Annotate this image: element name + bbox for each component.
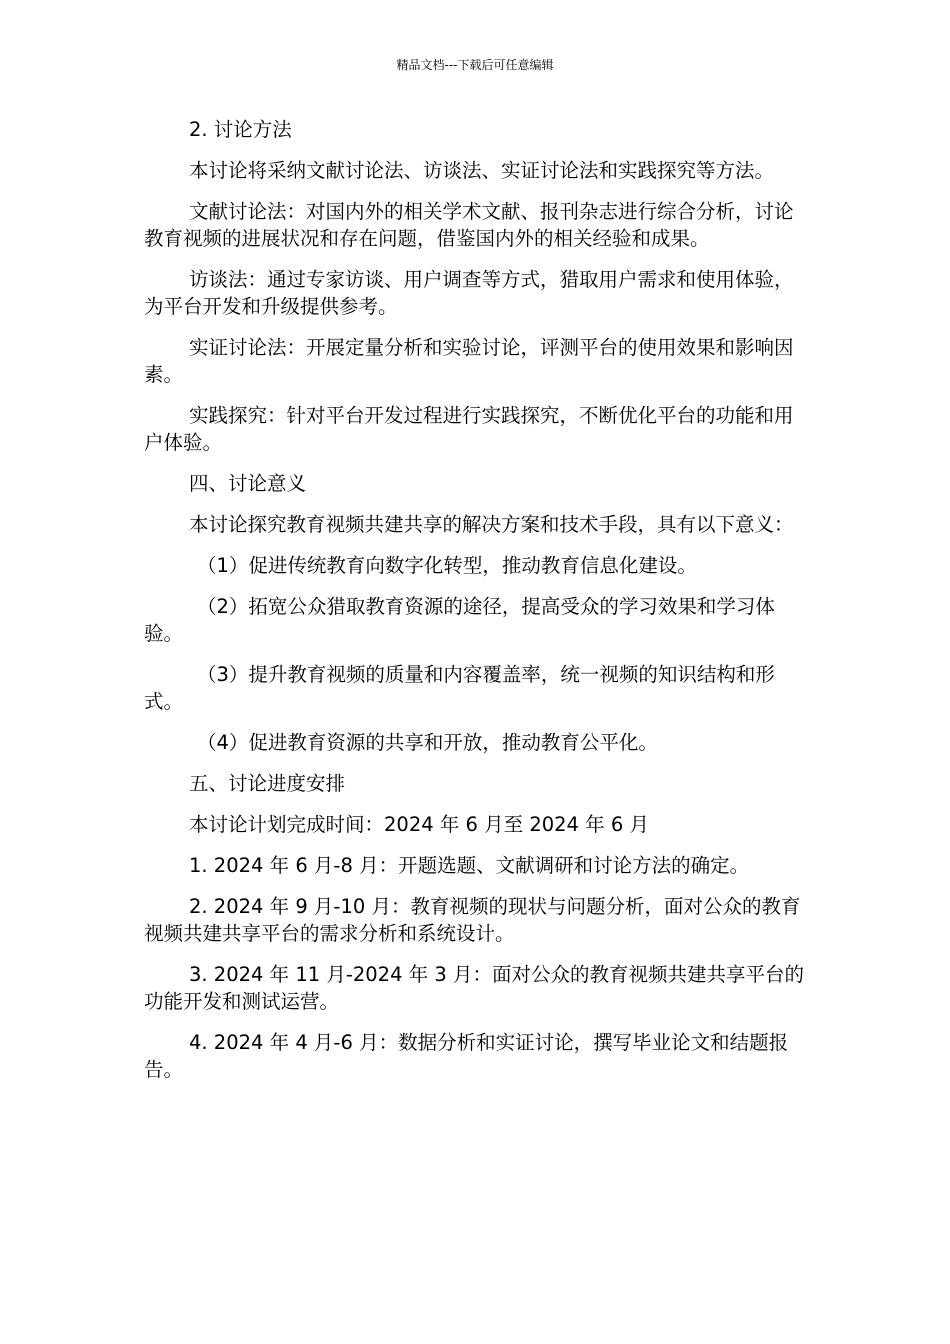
significance-item-3: （3）提升教育视频的质量和内容覆盖率，统一视频的知识结构和形式。	[144, 663, 775, 713]
section-heading-methods: 2. 讨论方法	[189, 118, 292, 141]
significance-item-2: （2）拓宽公众猎取教育资源的途径，提高受众的学习效果和学习体验。	[144, 595, 775, 645]
empirical-method-paragraph: 实证讨论法：开展定量分析和实验讨论，评测平台的使用效果和影响因素。	[144, 336, 794, 386]
section-heading-schedule: 五、讨论进度安排	[189, 772, 346, 795]
schedule-item-2: 2. 2024 年 9 月-10 月：教育视频的现状与问题分析，面对公众的教育视频共建共享平台的需求分析和系统设计。	[144, 895, 801, 945]
interview-method-paragraph: 访谈法：通过专家访谈、用户调查等方式，猎取用户需求和使用体验，为平台开发和升级提供参考。	[144, 268, 794, 318]
schedule-intro-paragraph: 本讨论计划完成时间：2024 年 6 月至 2024 年 6 月	[189, 813, 649, 836]
section-heading-significance: 四、讨论意义	[189, 472, 307, 495]
page-header: 精品文档---下载后可任意编辑	[396, 58, 554, 72]
significance-intro-paragraph: 本讨论探究教育视频共建共享的解决方案和技术手段，具有以下意义：	[189, 513, 794, 536]
schedule-item-1: 1. 2024 年 6 月-8 月：开题选题、文献调研和讨论方法的确定。	[189, 854, 750, 877]
schedule-item-4: 4. 2024 年 4 月-6 月：数据分析和实证讨论，撰写毕业论文和结题报告。	[144, 1031, 789, 1081]
schedule-item-3: 3. 2024 年 11 月-2024 年 3 月：面对公众的教育视频共建共享平台的功能开发和测试运营。	[144, 963, 805, 1013]
methods-intro-paragraph: 本讨论将采纳文献讨论法、访谈法、实证讨论法和实践探究等方法。	[189, 159, 775, 182]
practice-method-paragraph: 实践探究：针对平台开发过程进行实践探究，不断优化平台的功能和用户体验。	[144, 404, 794, 454]
significance-item-1: （1）促进传统教育向数字化转型，推动教育信息化建设。	[197, 554, 697, 577]
literature-method-paragraph: 文献讨论法：对国内外的相关学术文献、报刊杂志进行综合分析，讨论教育视频的进展状况和存在问题，借鉴国内外的相关经验和成果。	[144, 200, 794, 250]
significance-item-4: （4）促进教育资源的共享和开放，推动教育公平化。	[197, 731, 658, 754]
document-body	[144, 116, 808, 1097]
